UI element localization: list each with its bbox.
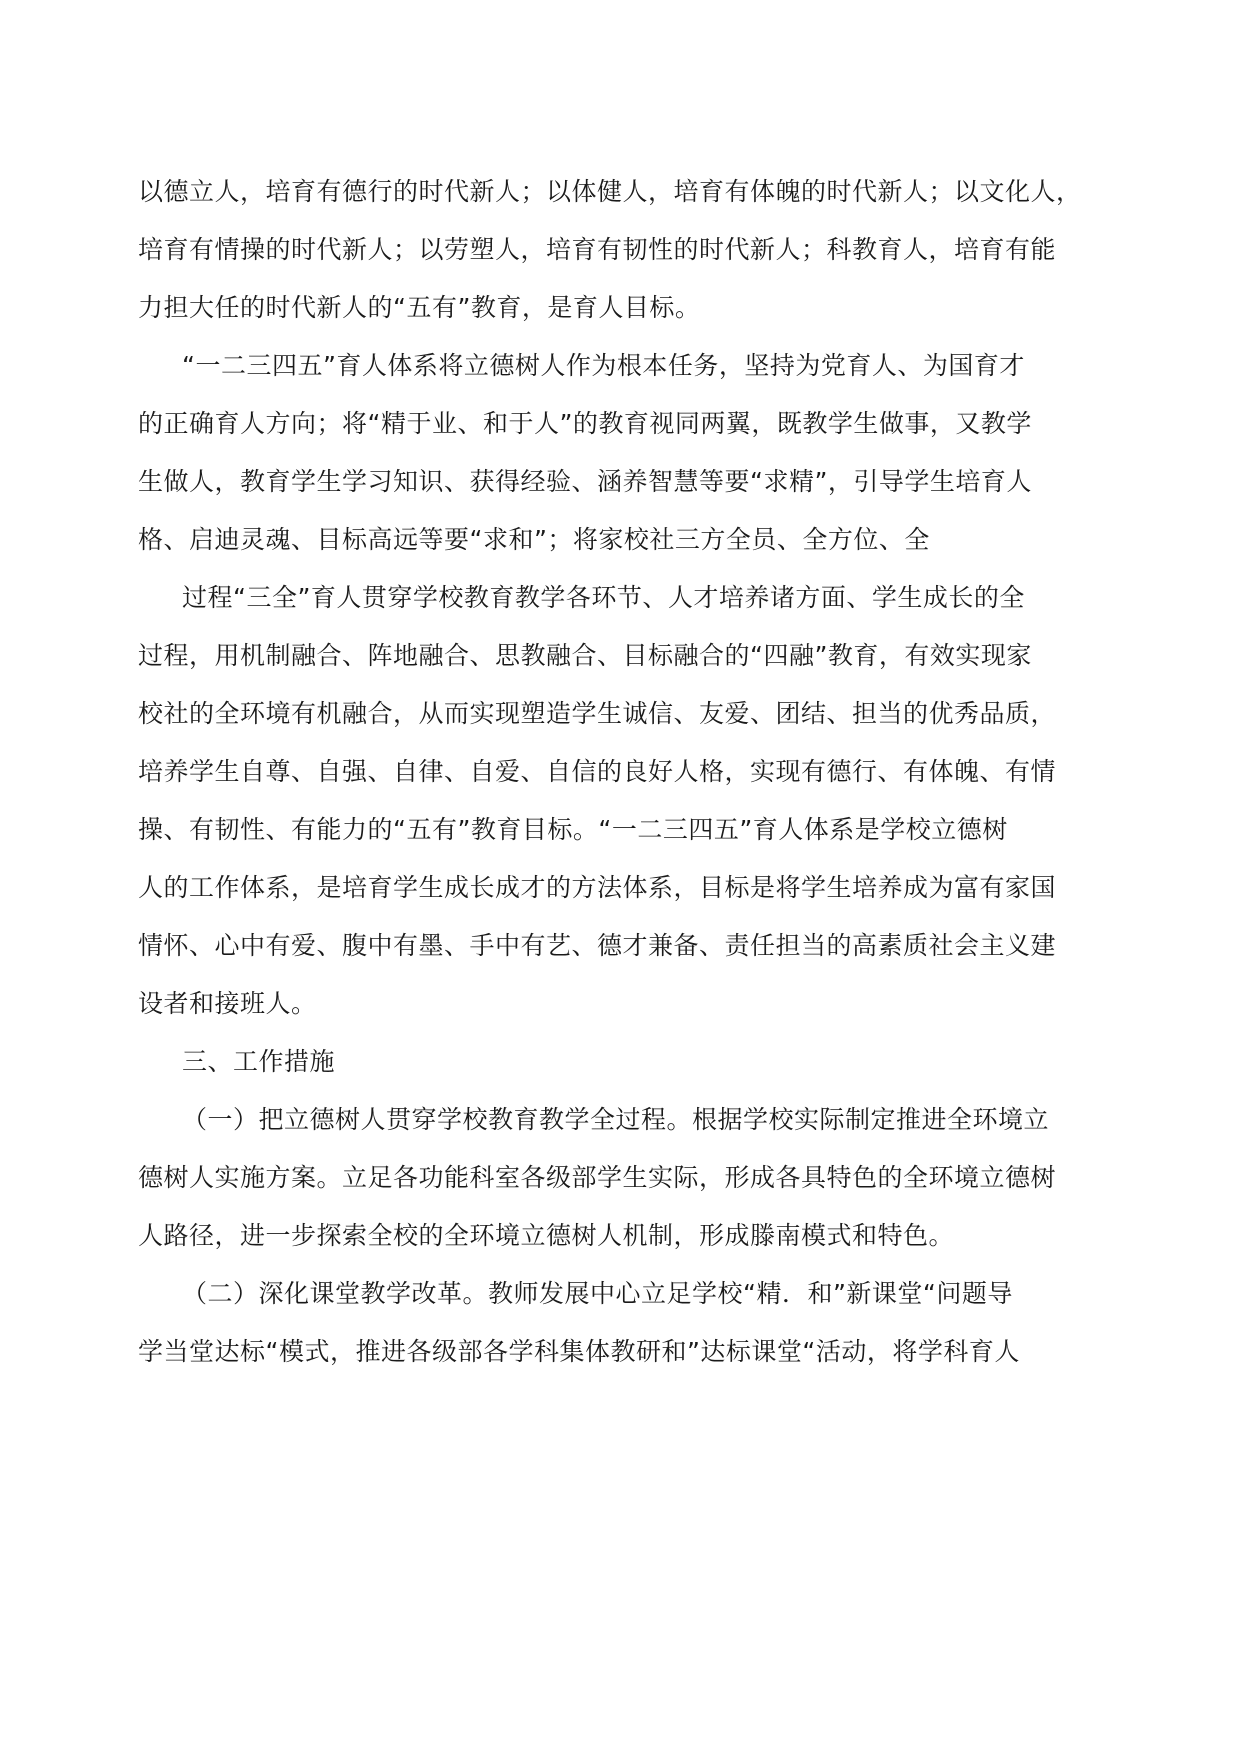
text-line: 以德立人，培育有德行的时代新人；以体健人，培育有体魄的时代新人；以文化人， (138, 177, 1082, 206)
text-line: 过程，用机制融合、阵地融合、思教融合、目标融合的“四融”教育，有效实现家 (138, 641, 1032, 670)
text-line: 格、启迪灵魂、目标高远等要“求和”；将家校社三方全员、全方位、全 (138, 525, 930, 554)
text-line: 德树人实施方案。立足各功能科室各级部学生实际，形成各具特色的全环境立德树 (138, 1163, 1057, 1192)
text-line: 人路径，进一步探索全校的全环境立德树人机制，形成滕南模式和特色。 (138, 1221, 955, 1250)
text-line: 校社的全环境有机融合，从而实现塑造学生诚信、友爱、团结、担当的优秀品质， (138, 699, 1057, 728)
text-line: 的正确育人方向；将“精于业、和于人”的教育视同两翼，既教学生做事，又教学 (138, 409, 1032, 438)
text-line: “一二三四五”育人体系将立德树人作为根本任务，坚持为党育人、为国育才 (182, 351, 1025, 380)
text-line: 培育有情操的时代新人；以劳塑人，培育有韧性的时代新人；科教育人，培育有能 (138, 235, 1057, 264)
text-line: （一）把立德树人贯穿学校教育教学全过程。根据学校实际制定推进全环境立 (182, 1105, 1050, 1134)
text-line: 情怀、心中有爱、腹中有墨、手中有艺、德才兼备、责任担当的高素质社会主义建 (138, 931, 1057, 960)
section-heading: 三、工作措施 (182, 1047, 336, 1076)
text-line: 操、有韧性、有能力的“五有”教育目标。“一二三四五”育人体系是学校立德树 (138, 815, 1008, 844)
text-line: 设者和接班人。 (138, 989, 317, 1018)
text-line: 过程“三全”育人贯穿学校教育教学各环节、人才培养诸方面、学生成长的全 (182, 583, 1025, 612)
text-line: 生做人，教育学生学习知识、获得经验、涵养智慧等要“求精”，引导学生培育人 (138, 467, 1032, 496)
text-line: 力担大任的时代新人的“五有”教育，是育人目标。 (138, 293, 701, 322)
text-line: （二）深化课堂教学改革。教师发展中心立足学校“精．和”新课堂“问题导 (182, 1279, 1013, 1308)
text-line: 学当堂达标“模式，推进各级部各学科集体教研和”达标课堂“活动，将学科育人 (138, 1337, 1020, 1366)
text-line: 人的工作体系，是培育学生成长成才的方法体系，目标是将学生培养成为富有家国 (138, 873, 1057, 902)
text-line: 培养学生自尊、自强、自律、自爱、自信的良好人格，实现有德行、有体魄、有情 (138, 757, 1057, 786)
